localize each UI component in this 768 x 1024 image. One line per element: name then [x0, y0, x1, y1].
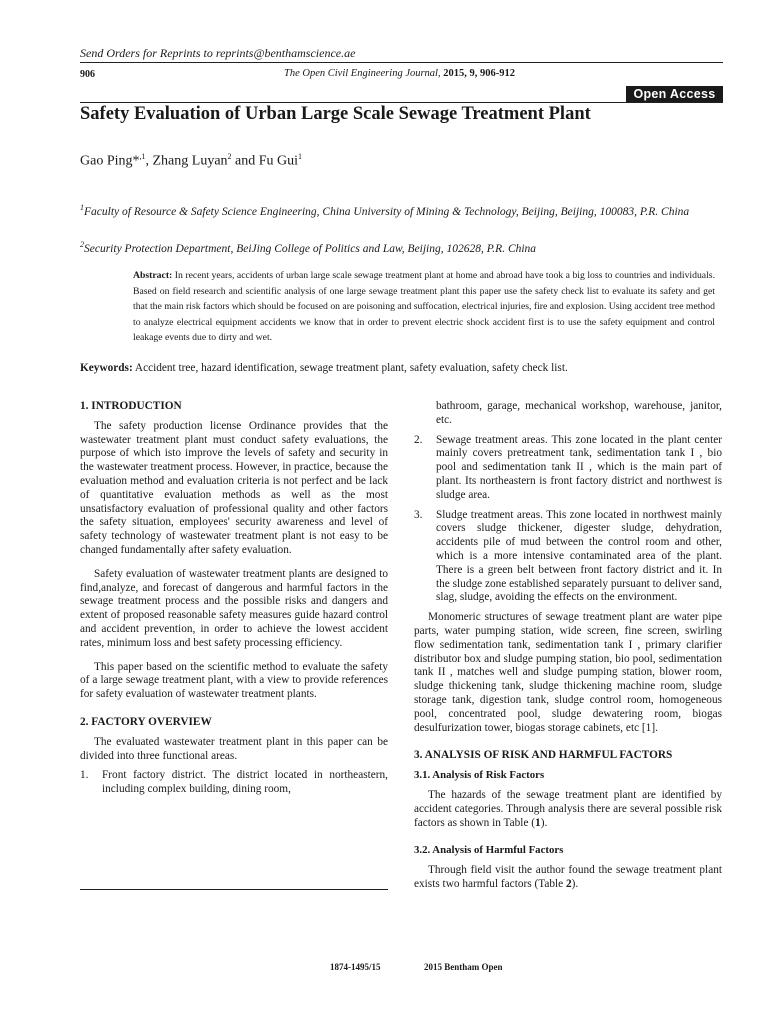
paragraph-text: Through field visit the author found the sewage treatment plant exists two harmful factors (Table	[414, 864, 722, 890]
author-separator: ,	[145, 153, 153, 169]
title-divider	[80, 102, 723, 103]
open-access-badge: Open Access	[626, 86, 723, 102]
paragraph: The evaluated wastewater treatment plant in this paper can be divided into three functional areas.	[80, 735, 388, 762]
paragraph: Safety evaluation of wastewater treatment plants are designed to find,analyze, and forecast of dangerous and harmful factors in the sewage treatment process and the possible risks and dangers and extent of proposed reasonable safety measures guide hazard control and accident prevention, in order to achieve the lowest accident rates, minimum loss and best safety processing efficiency.	[80, 567, 388, 649]
list-item-text: Front factory district. The district located in northeastern, including complex building, dining room,	[102, 769, 388, 796]
left-column	[80, 400, 388, 797]
page-number: 906	[80, 69, 95, 80]
keywords	[80, 361, 723, 376]
author-list	[80, 152, 302, 170]
author-name: Fu Gui	[258, 153, 299, 169]
keywords-label: Keywords:	[80, 362, 133, 374]
affiliation	[80, 200, 723, 220]
copyright: 2015 Bentham Open	[424, 962, 503, 972]
author-affiliation-mark: 2	[227, 152, 232, 161]
list-item-continuation: bathroom, garage, mechanical workshop, warehouse, janitor, etc.	[436, 400, 722, 426]
subsection-heading: 3.2. Analysis of Harmful Factors	[414, 844, 564, 857]
paragraph	[414, 864, 722, 892]
journal-volume: 2015, 9, 906-912	[443, 68, 515, 79]
paragraph: The safety production license Ordinance provides that the wastewater treatment plant must conduct safety evaluations, the purpose of which isto improve the levels of safety and security in the wastewater treatment process. However, in practice, because the evaluation method and evaluation criteria is not perfect and be lack of quantitative evaluation methods as well as the most unsatisfactory evaluation of professional quality and other factors the safety situation, employees' security awareness and level of safety technology of wastewater treatment plant is not easy to be changed fundamentally after safety evaluation.	[80, 419, 388, 556]
section-heading: 2. FACTORY OVERVIEW	[80, 715, 212, 728]
issn: 1874-1495/15	[330, 962, 381, 972]
right-column	[414, 400, 722, 892]
section-heading: 3. ANALYSIS OF RISK AND HARMFUL FACTORS	[414, 749, 673, 762]
list-item	[414, 509, 722, 606]
footnote-divider	[80, 889, 388, 890]
journal-name: The Open Civil Engineering Journal,	[284, 68, 441, 79]
author-name: Zhang Luyan	[152, 153, 228, 169]
list-item	[414, 434, 722, 503]
abstract-text: In recent years, accidents of urban large scale sewage treatment plant at home and abroad have took a big loss to countries and individuals. Based on field research and scientific analysis of one large sewage treatment plant this paper use the safety check list to evaluate its safety and get that the main risk factors which should be focused on are poisoning and suffocation, electrical injuries, fire and explosion. Using accident tree method to analyze electrical equipment accidents we know that in order to prevent electric shock accident first is to use the safety equipment and control leakage events due to dirty and wet.	[133, 270, 715, 344]
affiliation-mark: 2	[80, 240, 84, 249]
abstract	[133, 268, 715, 346]
affiliation-mark: 1	[80, 203, 84, 212]
list-item-text: Sludge treatment areas. This zone located in northwest mainly covers sludge thickener, digester sludge, dehydration, accidents pile of mud between the control room and other, which is a more intensive contaminated area of the plant. There is a green belt between front factory district and it. In the sludge zone established separately pursuant to deliver sand, slag, sludge, avoiding the effects on the environment.	[436, 508, 722, 604]
paragraph: Monomeric structures of sewage treatment plant are water pipe parts, water pumping station, wide screen, fine screen, swirling flow sedimentation tank, sedimentation tank I , primary clarifier distributor box and sludge pumping station, bio pool, sedimentation tank II , matches well and sludge pumping station, blower room, sludge thickening tank, sludge thickening machine room, sludge storage tank, digestion tank, sludge control room, homogeneous pool, concentrated pool, sludge dewatering room, biogas desulfurization tower, biogas storage cabinets, etc [1].	[414, 611, 722, 734]
table-reference: 1	[535, 816, 541, 829]
list-item	[80, 769, 388, 797]
keywords-text: Accident tree, hazard identification, sewage treatment plant, safety evaluation, safety check list.	[134, 362, 568, 374]
journal-citation	[284, 68, 515, 79]
header-divider	[80, 62, 723, 63]
author-affiliation-mark: 1	[298, 152, 303, 161]
paragraph-text: ).	[540, 816, 548, 829]
paragraph-text: ).	[571, 877, 579, 890]
affiliation	[80, 237, 723, 257]
list-item-number: 2.	[414, 433, 423, 446]
list-item-number: 3.	[414, 508, 423, 521]
author-affiliation-mark: ,1	[139, 152, 146, 161]
paragraph-text: The hazards of the sewage treatment plant are identified by accident categories. Through analysis there are several possible risk factors as shown in Table (	[414, 788, 722, 829]
subsection-heading: 3.1. Analysis of Risk Factors	[414, 769, 545, 782]
affiliation-text: Faculty of Resource & Safety Science Engineering, China University of Mining & Technology, Beijing, Beijing, 100083, P.R. China	[84, 205, 690, 218]
affiliation-text: Security Protection Department, BeiJing College of Politics and Law, Beijing, 102628, P.R. China	[84, 242, 537, 255]
article-title: Safety Evaluation of Urban Large Scale Sewage Treatment Plant	[80, 104, 591, 124]
abstract-label: Abstract:	[133, 270, 173, 281]
author-name: Gao Ping*	[80, 153, 140, 169]
list-item-number: 1.	[80, 769, 89, 782]
section-heading: 1. INTRODUCTION	[80, 400, 182, 412]
paragraph: This paper based on the scientific method to evaluate the safety of a large sewage treatment plant, with a view to provide references for safety evaluation of wastewater treatment plants.	[80, 660, 388, 701]
reprints-notice: Send Orders for Reprints to reprints@benthamscience.ae	[80, 46, 356, 60]
list-item-text: Sewage treatment areas. This zone located in the plant center mainly covers pretreatment tank, sedimentation tank I , bio pool and sedimentation tank II , which is the main part of plant. Its northeastern is front factory district and northwest is sludge area.	[436, 433, 722, 501]
table-reference: 2	[565, 877, 572, 890]
author-separator: and	[231, 153, 259, 169]
paragraph	[414, 789, 722, 830]
